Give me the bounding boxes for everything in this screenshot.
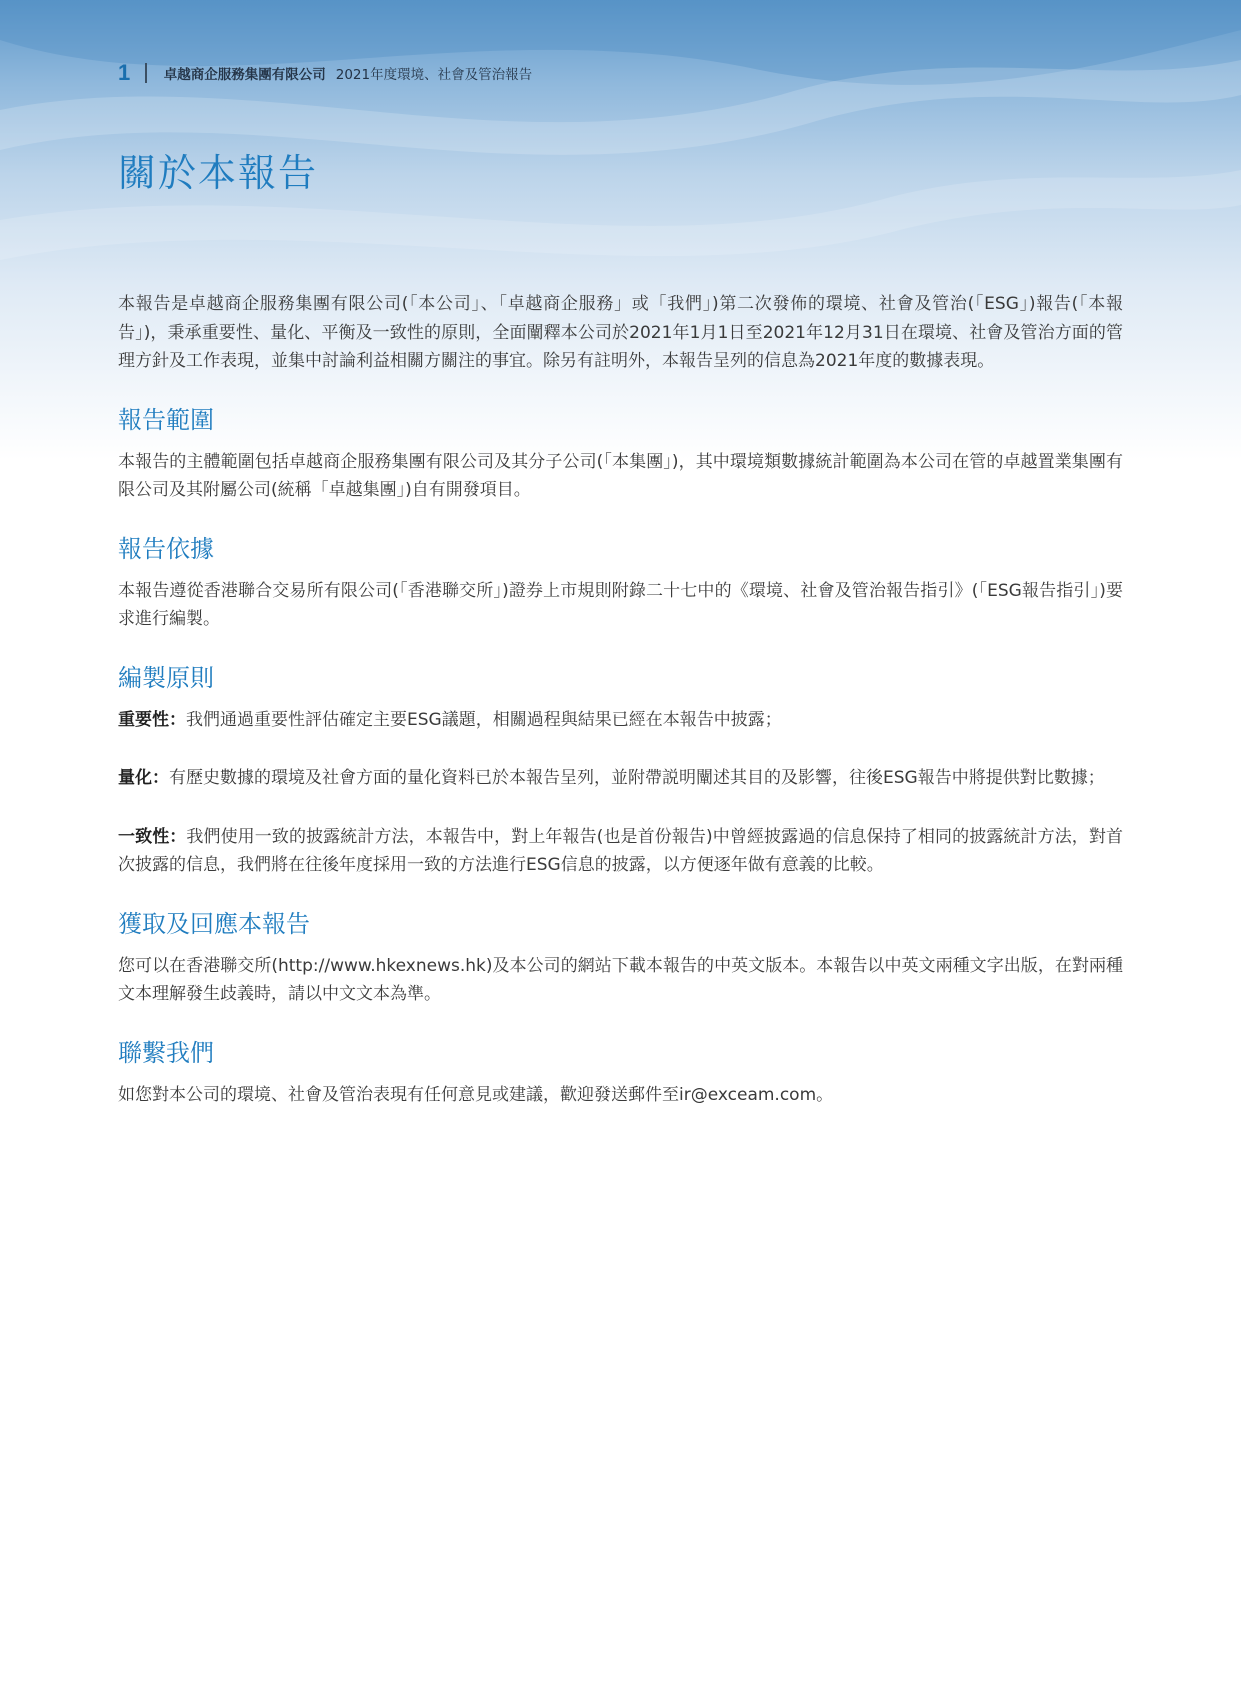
principle-label: 重要性： (118, 709, 186, 730)
main-content (118, 290, 1123, 1109)
section-heading-basis: 報告依據 (118, 534, 214, 563)
page-title: 關於本報告 (118, 151, 319, 195)
section-heading-scope: 報告範圍 (118, 405, 214, 434)
scope-paragraph: 本報告的主體範圍包括卓越商企服務集團有限公司及其分子公司(「本集團」)，其中環境類數據統計範圍為本公司在管的卓越置業集團有限公司及其附屬公司(統稱「卓越集團」)自有開發項目。 (118, 451, 1123, 500)
page-number: 1 (118, 60, 131, 85)
principle-text: 我們使用一致的披露統計方法，本報告中，對上年報告(也是首份報告)中曾經披露過的信息保持了相同的披露統計方法，對首次披露的信息，我們將在往後年度採用一致的方法進行ESG信息的披露，以方便逐年做有意義的比較。 (118, 826, 1123, 875)
intro-paragraph: 本報告是卓越商企服務集團有限公司(「本公司」、「卓越商企服務」或「我們」)第二次發佈的環境、社會及管治(「ESG」)報告(「本報告」)，秉承重要性、量化、平衡及一致性的原則，全面闡釋本公司於2021年1月1日至2021年12月31日在環境、社會及管治方面的管理方針及工作表現，並集中討論利益相關方關注的事宜。除另有註明外，本報告呈列的信息為2021年度的數據表現。 (118, 294, 1123, 371)
access-paragraph: 您可以在香港聯交所(http://www.hkexnews.hk)及本公司的網站下載本報告的中英文版本。本報告以中英文兩種文字出版，在對兩種文本理解發生歧義時，請以中文文本為準。 (118, 955, 1123, 1004)
header-divider (145, 63, 147, 83)
principle-quantitative (118, 764, 1123, 793)
contact-paragraph: 如您對本公司的環境、社會及管治表現有任何意見或建議，歡迎發送郵件至ir@exceam.com。 (118, 1084, 834, 1105)
principle-text: 有歷史數據的環境及社會方面的量化資料已於本報告呈列，並附帶説明闡述其目的及影響，往後ESG報告中將提供對比數據； (169, 768, 1105, 788)
report-name: 2021年度環境、社會及管治報告 (335, 67, 533, 83)
company-name: 卓越商企服務集團有限公司 (163, 67, 326, 83)
basis-paragraph: 本報告遵從香港聯合交易所有限公司(「香港聯交所」)證券上市規則附錄二十七中的《環境、社會及管治報告指引》(「ESG報告指引」)要求進行編製。 (118, 580, 1123, 629)
principle-consistency (118, 823, 1123, 880)
section-heading-principles: 編製原則 (118, 663, 214, 692)
principle-text: 我們通過重要性評估確定主要ESG議題，相關過程與結果已經在本報告中披露； (186, 709, 782, 730)
section-heading-contact: 聯繫我們 (118, 1038, 214, 1067)
section-heading-access: 獲取及回應本報告 (118, 909, 310, 938)
principles-list (118, 706, 1123, 880)
principle-label: 一致性： (118, 826, 187, 847)
principle-materiality (118, 706, 1123, 735)
running-header (118, 58, 532, 88)
principle-label: 量化： (118, 768, 169, 788)
